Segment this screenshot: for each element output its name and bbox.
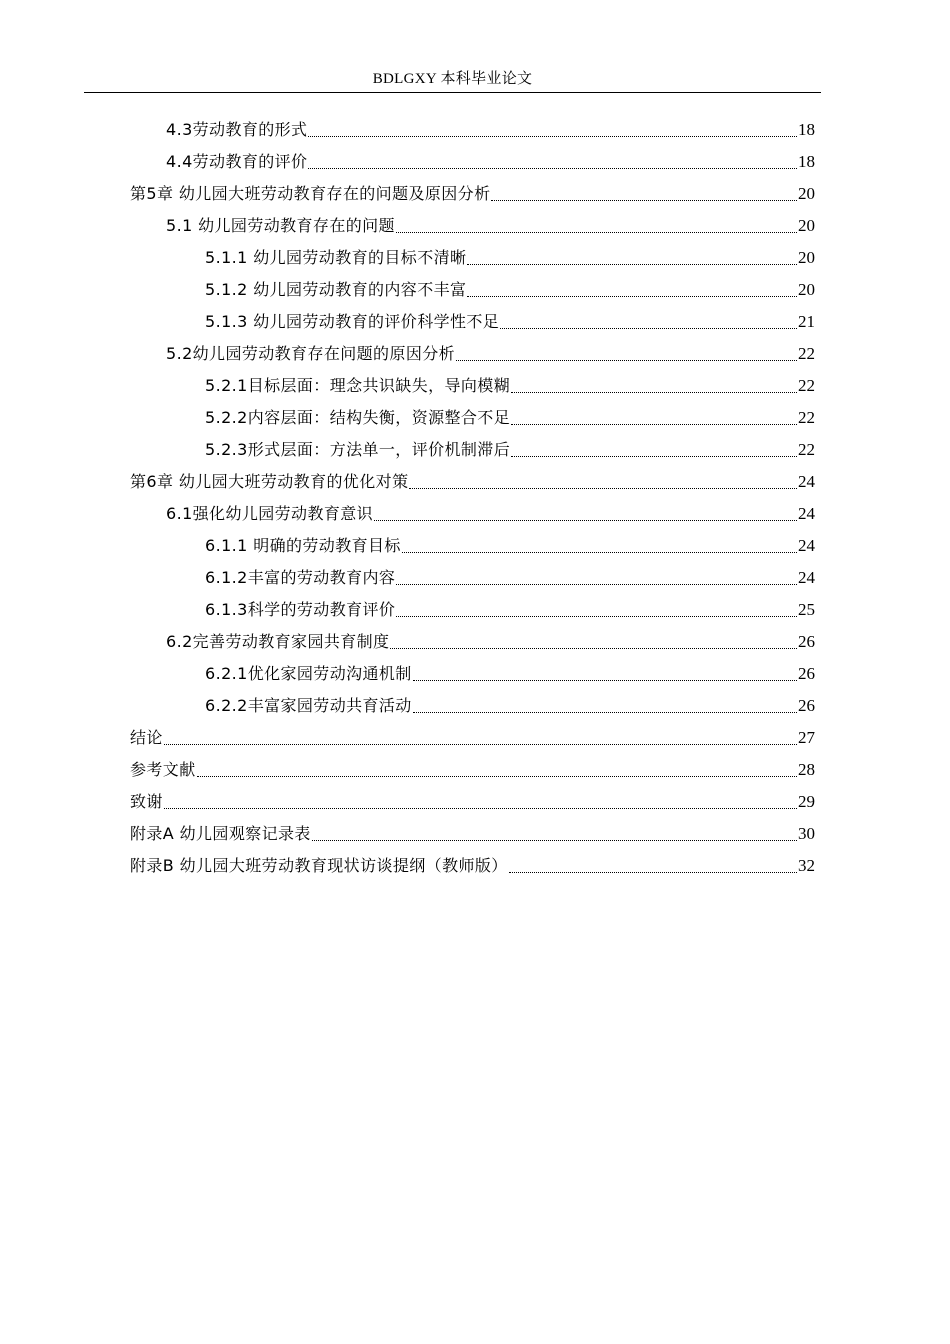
toc-entry-row [130, 850, 815, 882]
toc-entry-title: 4.4劳动教育的评价 [166, 152, 308, 171]
toc-entry-row [130, 786, 815, 818]
toc-entry[interactable] [0, 274, 950, 306]
toc-entry[interactable] [0, 114, 950, 146]
toc-entry-title: 4.3劳动教育的形式 [166, 120, 308, 139]
toc-dot-leader [456, 360, 797, 361]
toc-page-number: 20 [798, 280, 815, 299]
toc-entry-row [205, 434, 815, 466]
toc-entry[interactable] [0, 210, 950, 242]
toc-entry-title: 6.2.2丰富家园劳动共育活动 [205, 696, 412, 715]
toc-dot-leader [467, 264, 797, 265]
toc-dot-leader [511, 424, 797, 425]
toc-entry-row [205, 562, 815, 594]
toc-entry-title: 5.2.2内容层面：结构失衡，资源整合不足 [205, 408, 511, 427]
toc-entry-row [205, 274, 815, 306]
toc-entry-row [205, 530, 815, 562]
toc-entry-title: 参考文献 [130, 760, 196, 779]
toc-entry-title: 5.2.3形式层面：方法单一，评价机制滞后 [205, 440, 511, 459]
toc-entry-row [205, 594, 815, 626]
toc-entry[interactable] [0, 594, 950, 626]
toc-page-number: 25 [798, 600, 815, 619]
toc-entry[interactable] [0, 402, 950, 434]
toc-entry[interactable] [0, 658, 950, 690]
toc-page-number: 20 [798, 248, 815, 267]
toc-entry[interactable] [0, 562, 950, 594]
toc-entry[interactable] [0, 434, 950, 466]
toc-dot-leader [511, 392, 797, 393]
header-rule [84, 92, 821, 93]
table-of-contents [0, 114, 950, 882]
toc-page-number: 22 [798, 440, 815, 459]
toc-entry[interactable] [0, 242, 950, 274]
toc-page-number: 24 [798, 472, 815, 491]
toc-entry-title: 6.1.3科学的劳动教育评价 [205, 600, 396, 619]
toc-page-number: 22 [798, 344, 815, 363]
toc-dot-leader [511, 456, 797, 457]
toc-page-number: 22 [798, 376, 815, 395]
toc-entry[interactable] [0, 850, 950, 882]
toc-page-number: 21 [798, 312, 815, 331]
toc-entry[interactable] [0, 690, 950, 722]
toc-entry[interactable] [0, 722, 950, 754]
toc-entry-title: 附录A 幼儿园观察记录表 [130, 824, 311, 843]
toc-dot-leader [409, 488, 797, 489]
toc-dot-leader [500, 328, 797, 329]
toc-dot-leader [396, 584, 797, 585]
toc-page-number: 20 [798, 216, 815, 235]
toc-page-number: 26 [798, 664, 815, 683]
toc-entry-row [205, 306, 815, 338]
toc-entry[interactable] [0, 306, 950, 338]
toc-dot-leader [402, 552, 797, 553]
toc-page-number: 24 [798, 568, 815, 587]
toc-page-number: 28 [798, 760, 815, 779]
toc-entry-row [130, 178, 815, 210]
toc-entry-title: 5.2幼儿园劳动教育存在问题的原因分析 [166, 344, 456, 363]
toc-dot-leader [396, 616, 797, 617]
toc-dot-leader [396, 232, 797, 233]
toc-entry-title: 第6章 幼儿园大班劳动教育的优化对策 [130, 472, 409, 491]
toc-page-number: 24 [798, 504, 815, 523]
toc-dot-leader [390, 648, 797, 649]
toc-page-number: 27 [798, 728, 815, 747]
toc-entry-row [166, 338, 815, 370]
toc-dot-leader [467, 296, 797, 297]
toc-entry-row [130, 818, 815, 850]
toc-dot-leader [197, 776, 797, 777]
toc-entry-row [166, 146, 815, 178]
toc-entry[interactable] [0, 754, 950, 786]
toc-entry-row [166, 114, 815, 146]
toc-entry[interactable] [0, 786, 950, 818]
toc-page-number: 24 [798, 536, 815, 555]
toc-page-number: 26 [798, 696, 815, 715]
toc-entry-title: 第5章 幼儿园大班劳动教育存在的问题及原因分析 [130, 184, 491, 203]
toc-entry-row [205, 402, 815, 434]
toc-entry-row [130, 754, 815, 786]
toc-page-number: 30 [798, 824, 815, 843]
toc-page-number: 32 [798, 856, 815, 875]
toc-page-number: 29 [798, 792, 815, 811]
toc-entry-row [205, 658, 815, 690]
toc-entry[interactable] [0, 818, 950, 850]
toc-page-number: 18 [798, 152, 815, 171]
toc-entry[interactable] [0, 178, 950, 210]
toc-entry-title: 致谢 [130, 792, 163, 811]
toc-dot-leader [312, 840, 797, 841]
toc-page-number: 26 [798, 632, 815, 651]
toc-page-number: 22 [798, 408, 815, 427]
toc-dot-leader [491, 200, 797, 201]
toc-entry-row [130, 466, 815, 498]
toc-entry[interactable] [0, 466, 950, 498]
toc-page-number: 20 [798, 184, 815, 203]
toc-entry-title: 5.1 幼儿园劳动教育存在的问题 [166, 216, 395, 235]
toc-entry-row [205, 370, 815, 402]
toc-entry-title: 5.1.1 幼儿园劳动教育的目标不清晰 [205, 248, 467, 267]
toc-entry-row [205, 690, 815, 722]
toc-dot-leader [308, 136, 797, 137]
toc-entry-title: 5.1.2 幼儿园劳动教育的内容不丰富 [205, 280, 467, 299]
toc-entry-title: 6.1强化幼儿园劳动教育意识 [166, 504, 374, 523]
toc-dot-leader [509, 872, 797, 873]
toc-entry[interactable] [0, 498, 950, 530]
toc-entry-row [205, 242, 815, 274]
toc-entry-title: 6.2完善劳动教育家园共育制度 [166, 632, 390, 651]
toc-entry-title: 6.1.1 明确的劳动教育目标 [205, 536, 401, 555]
toc-entry-row [166, 210, 815, 242]
toc-entry-title: 5.2.1目标层面：理念共识缺失，导向模糊 [205, 376, 511, 395]
toc-entry[interactable] [0, 146, 950, 178]
page-header: BDLGXY 本科毕业论文 [372, 71, 533, 87]
toc-dot-leader [308, 168, 797, 169]
toc-entry-row [166, 626, 815, 658]
toc-entry[interactable] [0, 370, 950, 402]
toc-entry[interactable] [0, 338, 950, 370]
toc-entry-row [166, 498, 815, 530]
toc-dot-leader [164, 808, 797, 809]
toc-page-number: 18 [798, 120, 815, 139]
toc-entry-row [130, 722, 815, 754]
toc-dot-leader [164, 744, 797, 745]
toc-entry[interactable] [0, 530, 950, 562]
toc-entry[interactable] [0, 626, 950, 658]
toc-dot-leader [413, 680, 797, 681]
toc-dot-leader [374, 520, 797, 521]
toc-dot-leader [413, 712, 797, 713]
toc-entry-title: 结论 [130, 728, 163, 747]
toc-entry-title: 6.1.2丰富的劳动教育内容 [205, 568, 396, 587]
toc-entry-title: 6.2.1优化家园劳动沟通机制 [205, 664, 412, 683]
toc-entry-title: 5.1.3 幼儿园劳动教育的评价科学性不足 [205, 312, 500, 331]
toc-entry-title: 附录B 幼儿园大班劳动教育现状访谈提纲（教师版） [130, 856, 508, 875]
